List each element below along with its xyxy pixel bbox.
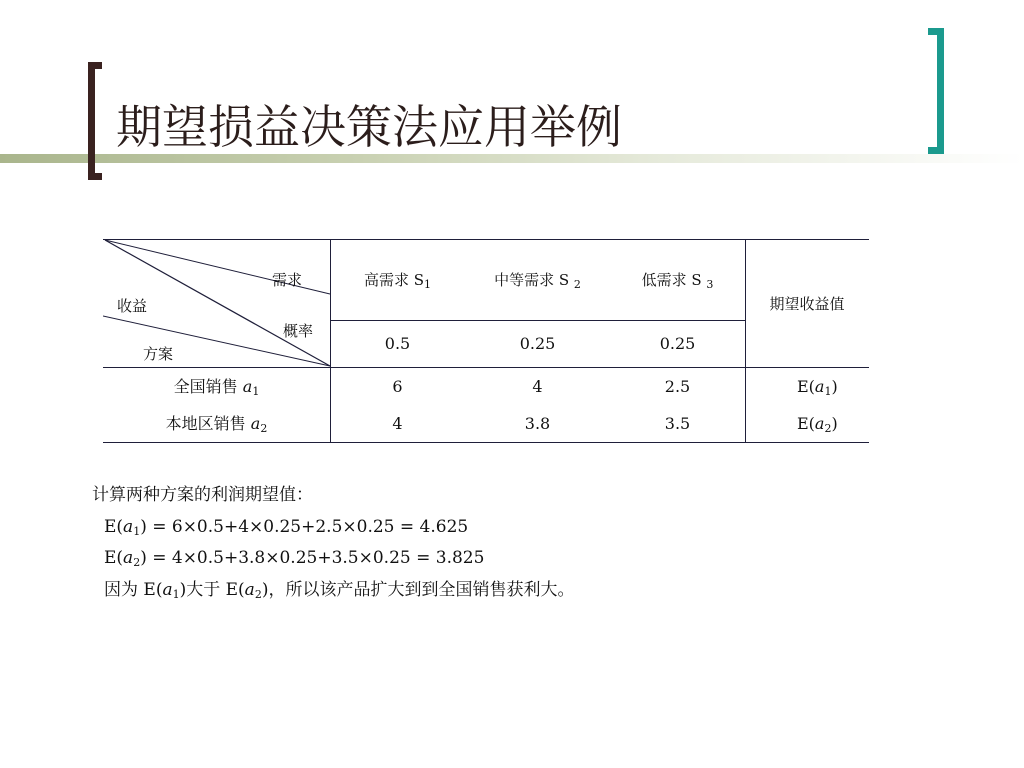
- corner-demand-label: 需求: [272, 271, 303, 289]
- row-label-national: 全国销售 $a_1$: [173, 377, 260, 398]
- calc-intro: 计算两种方案的利润期望值：: [92, 485, 313, 505]
- left-bracket-decoration: [88, 62, 102, 180]
- calc-line-1: $E(a_1) = 6\times 0.5+4\times 0.25+2.5\times 0.25 = 4.625$: [104, 517, 469, 538]
- cell-local-medium: 3.8: [524, 414, 551, 433]
- cell-national-low: 2.5: [664, 377, 691, 396]
- cell-national-high: 6: [392, 377, 403, 396]
- row-label-local: 本地区销售 $a_2$: [165, 414, 268, 435]
- header-divider: [330, 320, 745, 321]
- right-bracket-decoration: [928, 28, 944, 154]
- table-bottom-border: [103, 442, 869, 443]
- title-accent-bar: [0, 154, 1024, 163]
- expected-column-border: [745, 239, 746, 442]
- header-medium-demand: 中等需求 S $_2$: [494, 271, 581, 291]
- cell-national-medium: 4: [532, 377, 543, 396]
- cell-local-high: 4: [392, 414, 403, 433]
- corner-plan-label: 方案: [143, 345, 174, 363]
- header-expected-value: 期望收益值: [769, 295, 845, 313]
- slide-title: 期望损益决策法应用举例: [116, 100, 622, 154]
- probability-high: 0.5: [384, 334, 411, 353]
- corner-probability-label: 概率: [283, 322, 314, 340]
- probability-medium: 0.25: [519, 334, 556, 353]
- header-high-demand: 高需求 $S_1$: [363, 271, 432, 291]
- cell-national-expected: $E(a_1)$: [797, 377, 838, 398]
- calc-conclusion: 因为 $E(a_1)$大于 $E(a_2)$，所以该产品扩大到到全国销售获利大。: [104, 580, 575, 601]
- corner-profit-label: 收益: [117, 297, 148, 315]
- header-low-demand: 低需求 S $_3$: [641, 271, 714, 291]
- probability-low: 0.25: [659, 334, 696, 353]
- calc-line-2: $E(a_2) = 4\times 0.5+3.8\times 0.25+3.5\times 0.25 = 3.825$: [104, 548, 485, 569]
- cell-local-expected: $E(a_2)$: [797, 414, 838, 435]
- cell-local-low: 3.5: [664, 414, 691, 433]
